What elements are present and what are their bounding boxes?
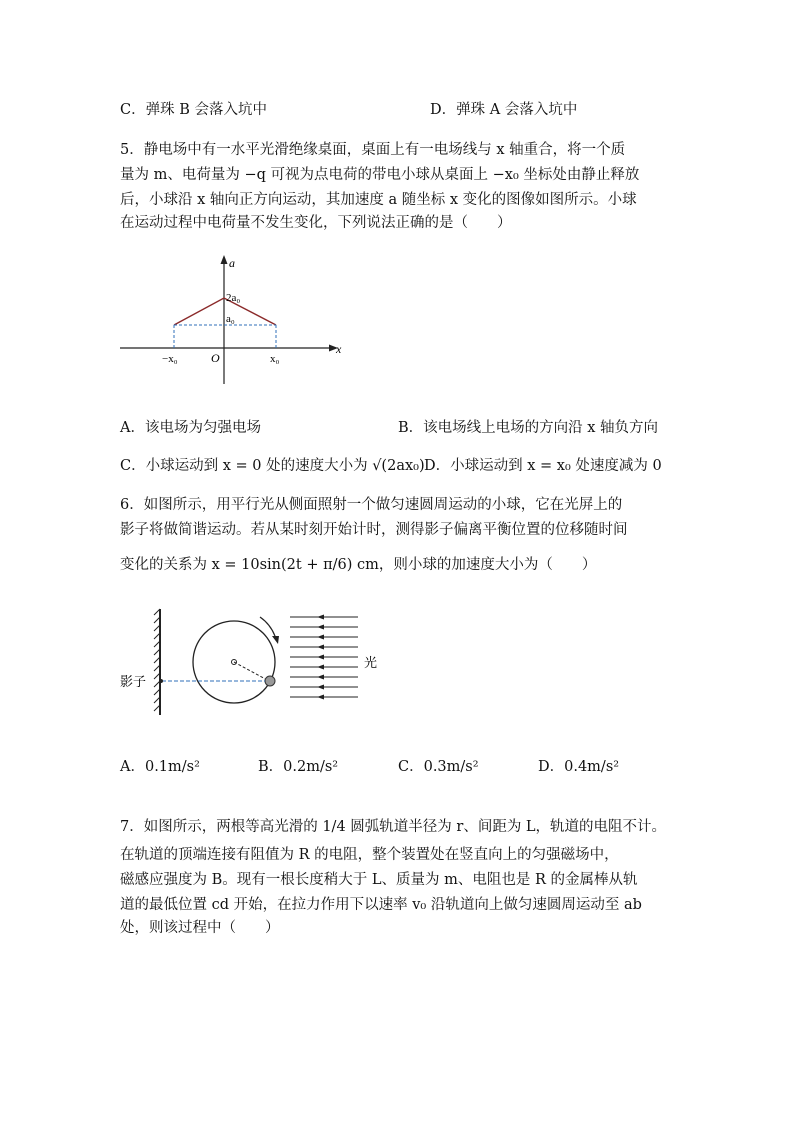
q5-stem-line-1: 5．静电场中有一水平光滑绝缘桌面，桌面上有一电场线与 x 轴重合，将一个质 <box>120 142 626 158</box>
shadow-label: 影子 <box>120 675 147 690</box>
a0-label: a₀ <box>226 313 235 325</box>
radius-line <box>234 662 269 681</box>
q5-option-c: C．小球运动到 x = 0 处的速度大小为 √(2ax₀) <box>120 458 425 474</box>
y-axis-label: a <box>229 256 235 270</box>
q4-option-c: C．弹珠 B 会落入坑中 <box>120 102 267 118</box>
x-axis-label: x <box>336 342 342 356</box>
pos-x0-label: x₀ <box>270 353 280 365</box>
peak-label: 2a₀ <box>226 292 241 304</box>
q6-option-b: B．0.2m/s² <box>258 759 339 775</box>
rotation-arrow-icon <box>272 636 279 644</box>
q6-option-a: A．0.1m/s² <box>120 759 200 775</box>
q6-circular-motion-figure <box>112 605 392 720</box>
q7-stem-line-5: 处，则该过程中（ ） <box>120 920 280 936</box>
q7-stem-line-2: 在轨道的顶端连接有阻值为 R 的电阻，整个装置处在竖直向上的匀强磁场中， <box>120 847 619 863</box>
q7-stem-line-4: 道的最低位置 cd 开始，在拉力作用下以速率 v₀ 沿轨道向上做匀速圆周运动至 ab <box>120 897 642 913</box>
rotation-arc <box>260 617 276 639</box>
q5-option-b: B．该电场线上电场的方向沿 x 轴负方向 <box>398 420 659 436</box>
q6-option-c: C．0.3m/s² <box>398 759 479 775</box>
q5-stem-line-4: 在运动过程中电荷量不发生变化，下列说法正确的是（ ） <box>120 215 512 231</box>
y-axis-arrow <box>221 255 228 264</box>
q5-option-a: A．该电场为匀强电场 <box>120 420 261 436</box>
shadow-dot <box>159 679 163 683</box>
q4-option-d: D．弹珠 A 会落入坑中 <box>430 102 578 118</box>
q6-stem-line-3: 变化的关系为 x = 10sin(2t + π/6) cm，则小球的加速度大小为（ ） <box>120 557 597 573</box>
q5-acceleration-graph <box>110 250 350 390</box>
q7-stem-line-3: 磁感应强度为 B。现有一根长度稍大于 L、质量为 m、电阻也是 R 的金属棒从轨 <box>120 872 638 888</box>
ball <box>265 676 275 686</box>
q5-stem-line-2: 量为 m、电荷量为 −q 可视为点电荷的带电小球从桌面上 −x₀ 坐标处由静止释放 <box>120 167 640 183</box>
q6-stem-line-2: 影子将做简谐运动。若从某时刻开始计时，测得影子偏离平衡位置的位移随时间 <box>120 522 628 538</box>
origin-label: O <box>211 351 220 365</box>
light-label: 光 <box>364 656 378 671</box>
q5-stem-line-3: 后，小球沿 x 轴向正方向运动，其加速度 a 随坐标 x 变化的图像如图所示。小球 <box>120 192 637 208</box>
neg-x0-label: −x₀ <box>162 353 178 365</box>
q7-stem-line-1: 7．如图所示，两根等高光滑的 1/4 圆弧轨道半径为 r、间距为 L，轨道的电阻不计。 <box>120 819 667 835</box>
q6-option-d: D．0.4m/s² <box>538 759 620 775</box>
q5-option-d: D．小球运动到 x = x₀ 处速度减为 0 <box>424 458 662 474</box>
light-ray-arrowheads <box>317 615 324 700</box>
acceleration-line <box>174 298 276 325</box>
q6-stem-line-1: 6．如图所示，用平行光从侧面照射一个做匀速圆周运动的小球，它在光屏上的 <box>120 497 623 513</box>
